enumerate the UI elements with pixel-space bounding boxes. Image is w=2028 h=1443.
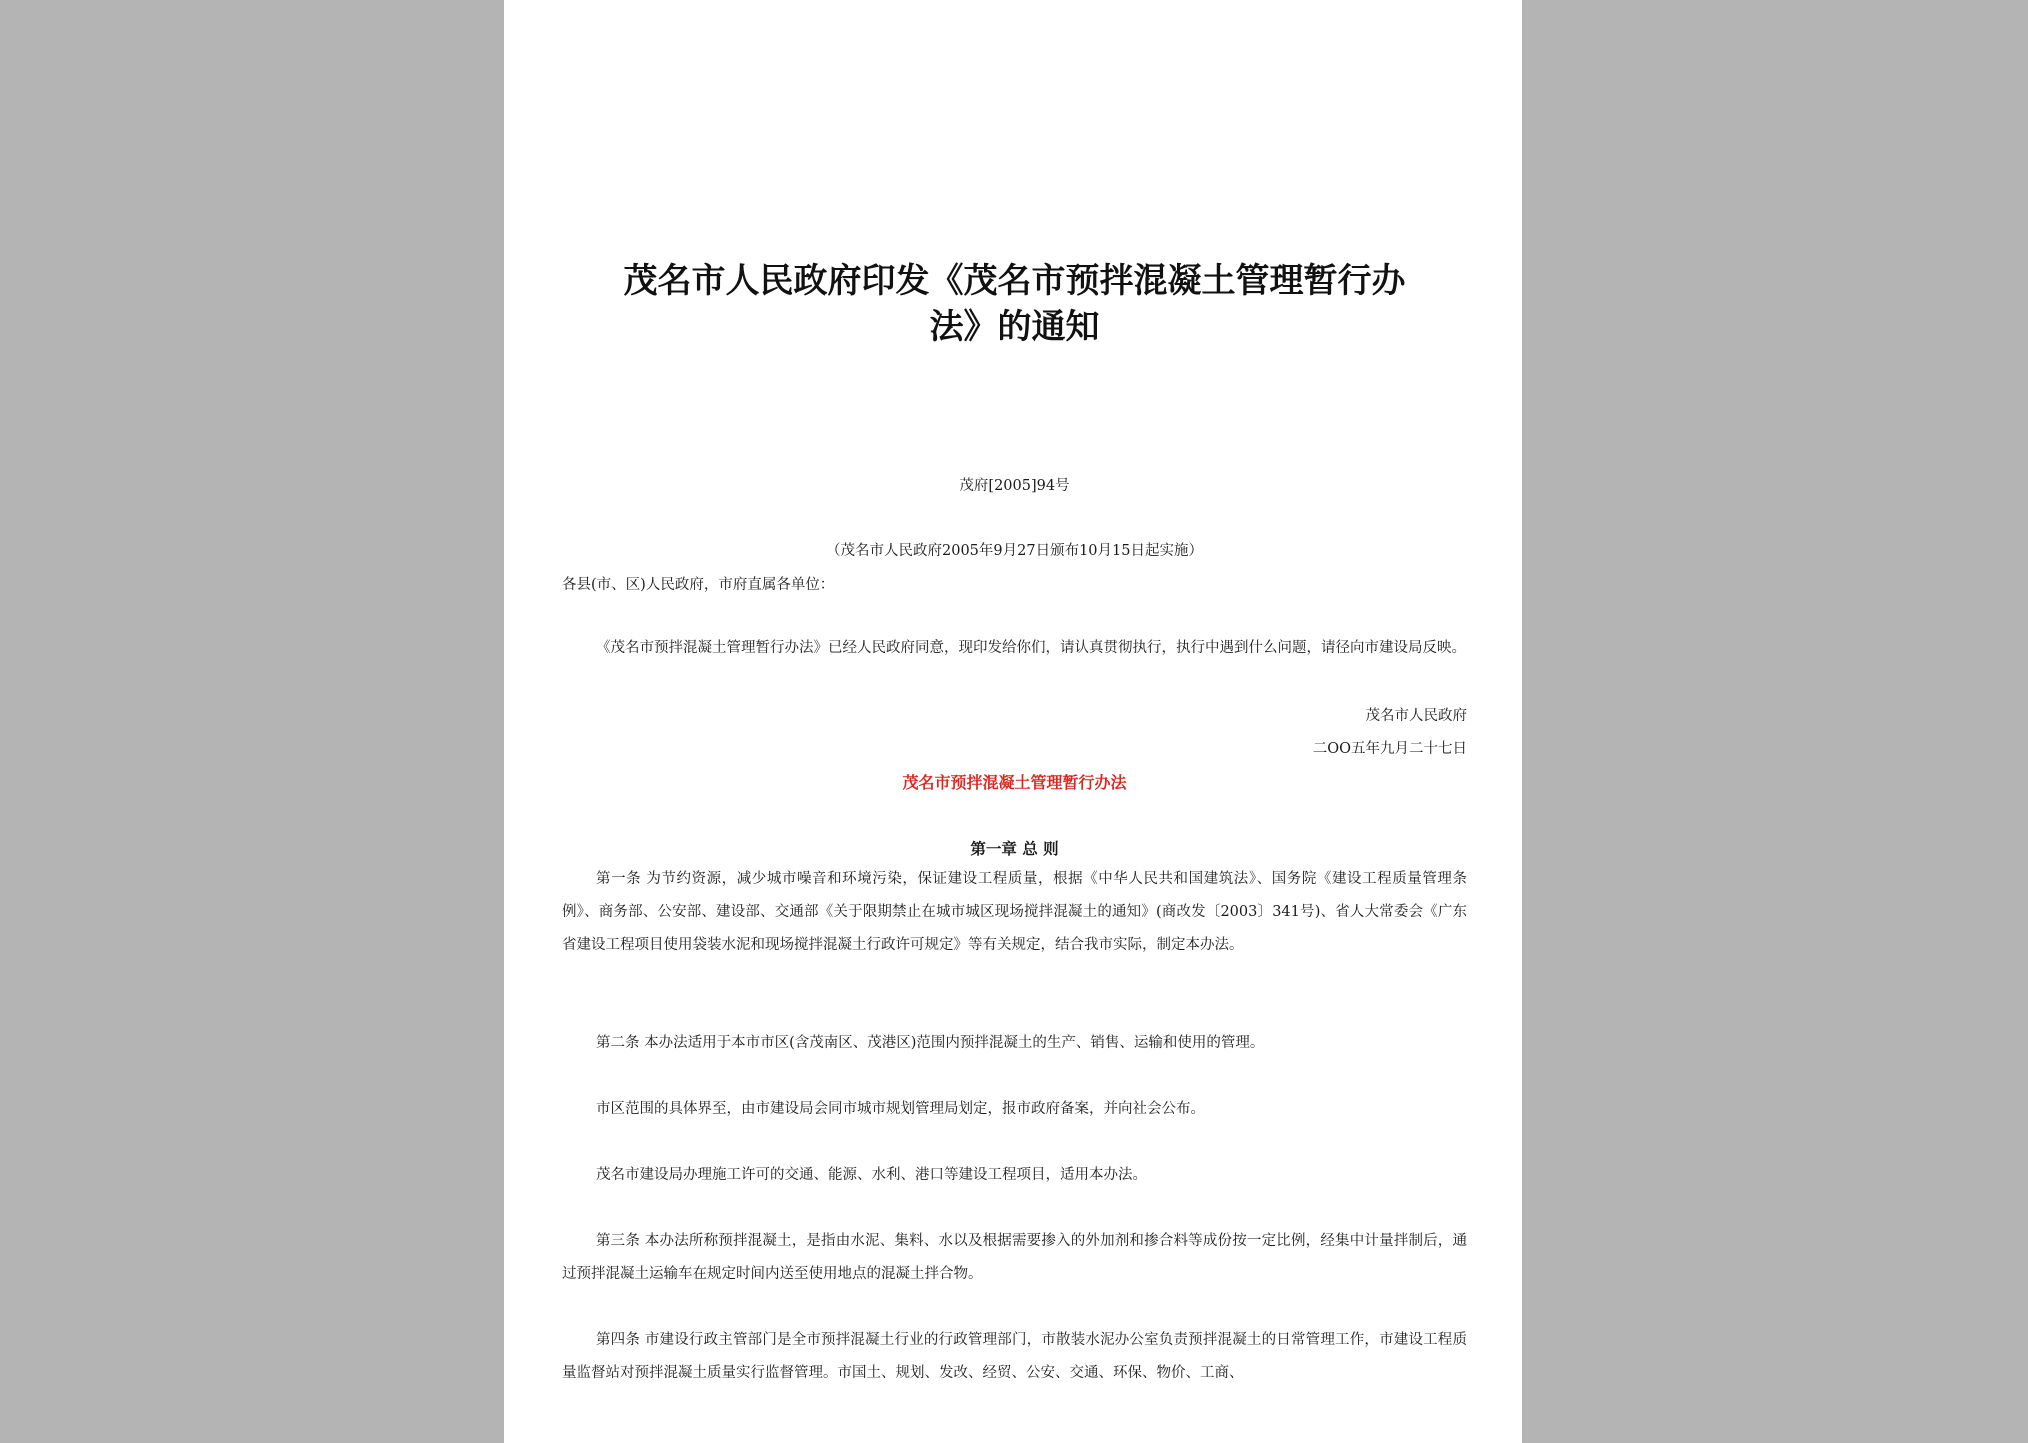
- notice-body: 《茂名市预拌混凝土管理暂行办法》已经人民政府同意，现印发给你们，请认真贯彻执行，执行中遇到什么问题，请径向市建设局反映。: [596, 640, 1466, 656]
- article-2-scope: 市区范围的具体界至，由市建设局会同市城市规划管理局划定，报市政府备案，并向社会公布。: [596, 1101, 1205, 1117]
- article-2-projects: 茂名市建设局办理施工许可的交通、能源、水利、港口等建设工程项目，适用本办法。: [596, 1167, 1147, 1183]
- chapter-heading: 第一章 总 则: [970, 839, 1059, 858]
- article-2: 第二条 本办法适用于本市市区(含茂南区、茂港区)范围内预拌混凝土的生产、销售、运输和使用的管理。: [596, 1035, 1265, 1051]
- article-1: 第一条 为节约资源，减少城市噪音和环境污染，保证建设工程质量，根据《中华人民共和国建筑法》、国务院《建设工程质量管理条例》、商务部、公安部、建设部、交通部《关于限期禁止在城市城区现场搅拌混凝土的通知》(商改发〔2003〕341号)、省人大常委会《广东省建设工程项目使用袋装水泥和现场搅拌混凝土行政许可规定》等有关规定，结合我市实际，制定本办法。: [562, 871, 1467, 953]
- document-page: [504, 0, 1522, 1443]
- signature-org: 茂名市人民政府: [1365, 708, 1467, 724]
- issued-note: （茂名市人民政府2005年9月27日颁布10月15日起实施）: [826, 543, 1203, 559]
- signature-date: 二OO五年九月二十七日: [1312, 741, 1467, 757]
- page-content: [562, 0, 1467, 1443]
- attachment-title: 茂名市预拌混凝土管理暂行办法: [902, 773, 1127, 792]
- addressee: 各县(市、区)人民政府，市府直属各单位：: [562, 577, 835, 593]
- title-line-1: 茂名市人民政府印发《茂名市预拌混凝土管理暂行办: [623, 261, 1406, 301]
- article-4: 第四条 市建设行政主管部门是全市预拌混凝土行业的行政管理部门，市散装水泥办公室负责预拌混凝土的日常管理工作，市建设工程质量监督站对预拌混凝土质量实行监督管理。市国土、规划、发改、经贸、公安、交通、环保、物价、工商、: [562, 1332, 1467, 1381]
- document-number: 茂府[2005]94号: [959, 478, 1070, 494]
- title-line-2: 法》的通知: [929, 307, 1100, 347]
- document-title: [562, 258, 1467, 350]
- article-3: 第三条 本办法所称预拌混凝土，是指由水泥、集料、水以及根据需要掺入的外加剂和掺合料等成份按一定比例，经集中计量拌制后，通过预拌混凝土运输车在规定时间内送至使用地点的混凝土拌合物。: [562, 1233, 1467, 1282]
